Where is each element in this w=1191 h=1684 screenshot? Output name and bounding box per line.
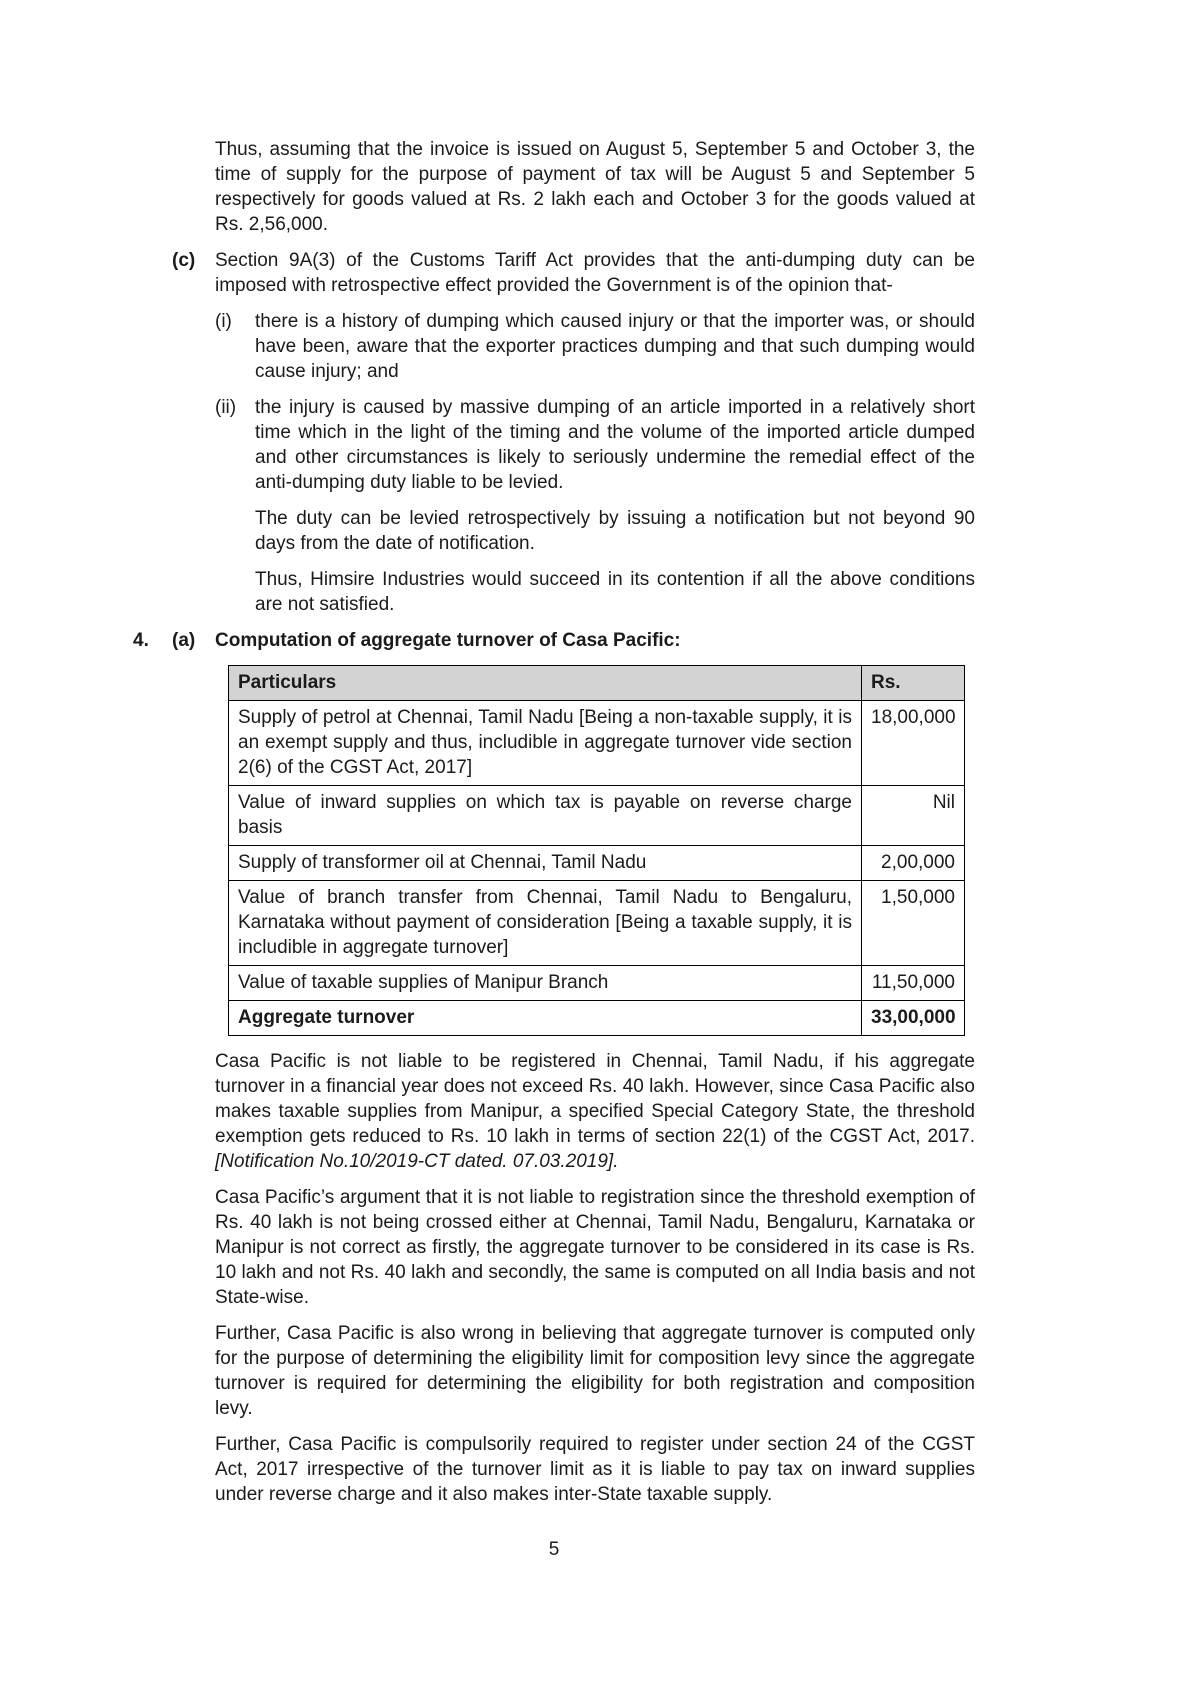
paragraph-retrospective-levy: The duty can be levied retrospectively by issuing a notification but not beyond 90 days from the date of notification. [255,508,975,554]
question-number: 4. [133,630,149,651]
table-cell-amount: 18,00,000 [862,701,965,786]
list-item-ii-text: the injury is caused by massive dumping of an article imported in a relatively short time which in the light of the timing and the volume of the imported article dumped and other circumstances is likely to seriously undermine the remedial effect of the anti-dumping duty liable to be levied. [255,397,975,493]
table-cell-particulars: Supply of petrol at Chennai, Tamil Nadu [Being a non-taxable supply, it is an exempt supply and thus, includible in aggregate turnover vide section 2(6) of the CGST Act, 2017] [229,701,862,786]
table-header-amount: Rs. [862,666,965,701]
list-item-i-text: there is a history of dumping which caused injury or that the importer was, or should have been, aware that the exporter practices dumping and that such dumping would cause injury; and [255,311,975,382]
notification-citation: [Notification No.10/2019-CT dated. 07.03.2019]. [215,1151,619,1172]
table-cell-amount: 2,00,000 [862,846,965,881]
table-header-particulars: Particulars [229,666,862,701]
part-label: (a) [172,630,196,651]
paragraph-time-of-supply: Thus, assuming that the invoice is issued on August 5, September 5 and October 3, the time of supply for the purpose of payment of tax will be August 5 and September 5 respectively for goods valued at Rs. 2 lakh each and October 3 for the goods valued at Rs. 2,56,000. [215,139,975,235]
page-number: 5 [548,1539,560,1560]
paragraph-himsire-conclusion: Thus, Himsire Industries would succeed in its contention if all the above conditions are not satisfied. [255,569,975,615]
section-c [133,248,975,628]
section-heading: Computation of aggregate turnover of Casa Pacific: [215,630,681,651]
table-row [229,966,965,1001]
list-item-ii [215,395,975,495]
list-item-i [215,309,975,384]
paragraph-compulsory-registration: Further, Casa Pacific is compulsorily required to register under section 24 of the CGST Act, 2017 irrespective of the turnover limit as it is liable to pay tax on inward supplies under reverse charge and it also makes inter-State taxable supply. [215,1434,975,1505]
list-item-i-label: (i) [215,311,232,332]
table-total-row [229,1001,965,1036]
paragraph-registration-threshold [215,1049,975,1174]
paragraph-argument-incorrect: Casa Pacific’s argument that it is not liable to registration since the threshold exemption of Rs. 40 lakh is not being crossed either at Chennai, Tamil Nadu, Bengaluru, Karnataka or Manipur is not correct as firstly, the aggregate turnover to be considered in its case is Rs. 10 lakh and not Rs. 40 lakh and secondly, the same is computed on all India basis and not State-wise. [215,1187,975,1308]
table-header-row [229,666,965,701]
paragraph-composition-levy: Further, Casa Pacific is also wrong in believing that aggregate turnover is computed only for the purpose of determining the eligibility limit for composition levy since the aggregate turnover is required for determining the eligibility for both registration and composition levy. [215,1323,975,1419]
table-row [229,701,965,786]
table-row [229,786,965,846]
turnover-table [228,665,965,1036]
table-row [229,846,965,881]
table-row [229,881,965,966]
paragraph-text: Casa Pacific is not liable to be registered in Chennai, Tamil Nadu, if his aggregate turnover in a financial year does not exceed Rs. 40 lakh. However, since Casa Pacific also makes taxable supplies from Manipur, a specified Special Category State, the threshold exemption gets reduced to Rs. 10 lakh in terms of section 22(1) of the CGST Act, 2017. [215,1051,975,1147]
table-cell-total-label: Aggregate turnover [229,1001,862,1036]
table-cell-particulars: Supply of transformer oil at Chennai, Tamil Nadu [229,846,862,881]
list-item-ii-label: (ii) [215,397,237,418]
table-cell-particulars: Value of inward supplies on which tax is payable on reverse charge basis [229,786,862,846]
section-4a-heading-row [133,628,975,662]
table-cell-amount: 11,50,000 [862,966,965,1001]
table-cell-particulars: Value of taxable supplies of Manipur Branch [229,966,862,1001]
table-cell-total-amount: 33,00,000 [862,1001,965,1036]
section-c-label: (c) [172,250,196,271]
section-c-content [215,248,975,628]
table-cell-amount: 1,50,000 [862,881,965,966]
table-cell-particulars: Value of branch transfer from Chennai, Tamil Nadu to Bengaluru, Karnataka without payment of consideration [Being a taxable supply, it is includible in aggregate turnover] [229,881,862,966]
table-cell-amount: Nil [862,786,965,846]
paragraph-anti-dumping-intro: Section 9A(3) of the Customs Tariff Act provides that the anti-dumping duty can be imposed with retrospective effect provided the Government is of the opinion that- [215,250,975,296]
